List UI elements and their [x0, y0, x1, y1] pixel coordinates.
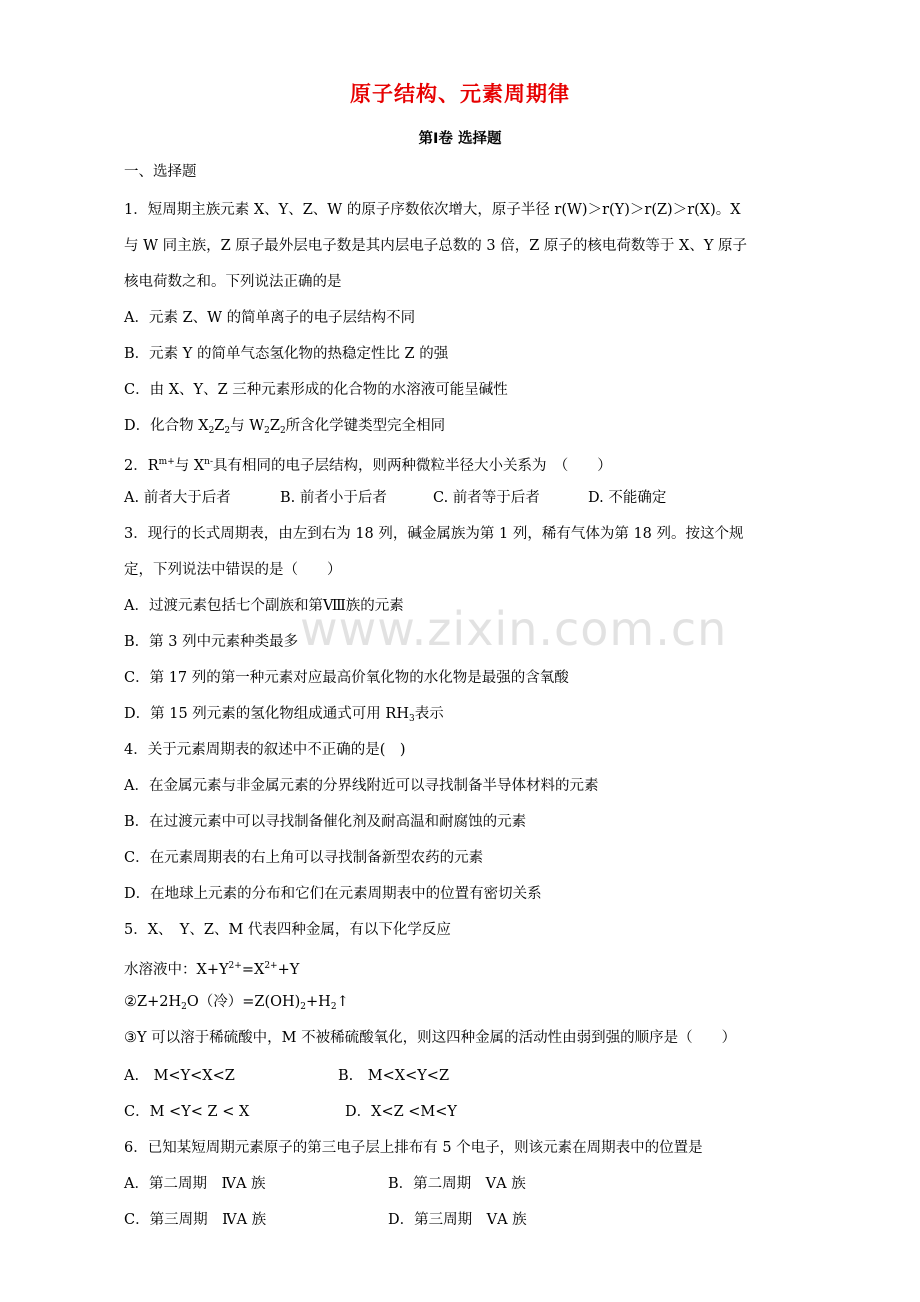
section-subtitle: 第Ⅰ卷 选择题 — [418, 131, 502, 147]
q5-reaction-2: $②Z+2H_2O$（冷）$=Z(OH)_2+H_2↑$ — [124, 994, 349, 1012]
q5-option-d: D．X<Z <M<Y — [345, 1104, 457, 1120]
q5-stem: 5．X、 Y、Z、M 代表四种金属，有以下化学反应 — [124, 922, 451, 938]
q6-option-a: A．第二周期 ⅣA 族 — [124, 1176, 266, 1192]
q1-option-a: A．元素 Z、W 的简单离子的电子层结构不同 — [124, 310, 416, 326]
q4-stem: 4．关于元素周期表的叙述中不正确的是( ) — [124, 742, 406, 758]
q5-reaction-3: ③Y 可以溶于稀硫酸中，M 不被稀硫酸氧化，则这四种金属的活动性由弱到强的顺序是（ ） — [124, 1030, 737, 1046]
q6-option-c: C．第三周期 ⅣA 族 — [124, 1212, 267, 1228]
q5-option-b: B. M<X<Y<Z — [338, 1068, 450, 1084]
q1-stem-line-1: 1．短周期主族元素 X、Y、Z、W 的原子序数依次增大，原子半径 r(W)＞r(Y)＞r(Z)＞r(X)。X — [124, 202, 741, 218]
q6-stem: 6．已知某短周期元素原子的第三电子层上排布有 5 个电子，则该元素在周期表中的位置是 — [124, 1140, 703, 1156]
q1-option-d: D．化合物 $X_2Z_2$与 $W_2Z_2$所含化学键类型完全相同 — [124, 418, 446, 436]
q2-option-a: A. 前者大于后者 — [124, 490, 231, 506]
q2-option-d: D. 不能确定 — [588, 490, 667, 506]
q2-stem: 2．$R^{m+}$与 $X^{n-}$具有相同的电子层结构，则两种微粒半径大小关系为 （ ） — [124, 457, 612, 474]
section-heading: 一、选择题 — [124, 164, 197, 180]
q4-option-a: A．在金属元素与非金属元素的分界线附近可以寻找制备半导体材料的元素 — [124, 778, 599, 794]
watermark: www.zixin.com.cn — [300, 602, 728, 656]
q3-option-b: B．第 3 列中元素种类最多 — [124, 634, 299, 650]
q2-option-b: B. 前者小于后者 — [280, 490, 387, 506]
q5-reaction-1: 水溶液中：$X+Y^{2+}=X^{2+}+Y$ — [124, 961, 300, 978]
q1-option-b: B．元素 Y 的简单气态氢化物的热稳定性比 Z 的强 — [124, 346, 449, 362]
q5-option-c: C．M <Y< Z < X — [124, 1104, 250, 1120]
q4-option-c: C．在元素周期表的右上角可以寻找制备新型农药的元素 — [124, 850, 484, 866]
q4-option-b: B．在过渡元素中可以寻找制备催化剂及耐高温和耐腐蚀的元素 — [124, 814, 527, 830]
page-title: 原子结构、元素周期律 — [350, 82, 570, 106]
q3-option-a: A．过渡元素包括七个副族和第Ⅷ族的元素 — [124, 598, 404, 614]
q4-option-d: D．在地球上元素的分布和它们在元素周期表中的位置有密切关系 — [124, 886, 542, 902]
q3-option-d: D．第 15 列元素的氢化物组成通式可用 $RH_3$表示 — [124, 706, 444, 724]
q6-option-d: D．第三周期 ⅤA 族 — [388, 1212, 527, 1228]
q2-option-c: C. 前者等于后者 — [433, 490, 540, 506]
q3-stem-line-1: 3．现行的长式周期表，由左到右为 18 列，碱金属族为第 1 列，稀有气体为第 18 列。按这个规 — [124, 526, 744, 542]
q1-stem-line-3: 核电荷数之和。下列说法正确的是 — [124, 274, 342, 290]
q1-stem-line-2: 与 W 同主族，Z 原子最外层电子数是其内层电子总数的 3 倍，Z 原子的核电荷数等于 X、Y 原子 — [124, 238, 748, 254]
q1-option-c: C．由 X、Y、Z 三种元素形成的化合物的水溶液可能呈碱性 — [124, 382, 508, 398]
q5-option-a: A. M<Y<X<Z — [124, 1068, 235, 1084]
q3-stem-line-2: 定，下列说法中错误的是（ ） — [124, 562, 342, 578]
q6-option-b: B．第二周期 ⅤA 族 — [388, 1176, 526, 1192]
q3-option-c: C．第 17 列的第一种元素对应最高价氧化物的水化物是最强的含氧酸 — [124, 670, 569, 686]
